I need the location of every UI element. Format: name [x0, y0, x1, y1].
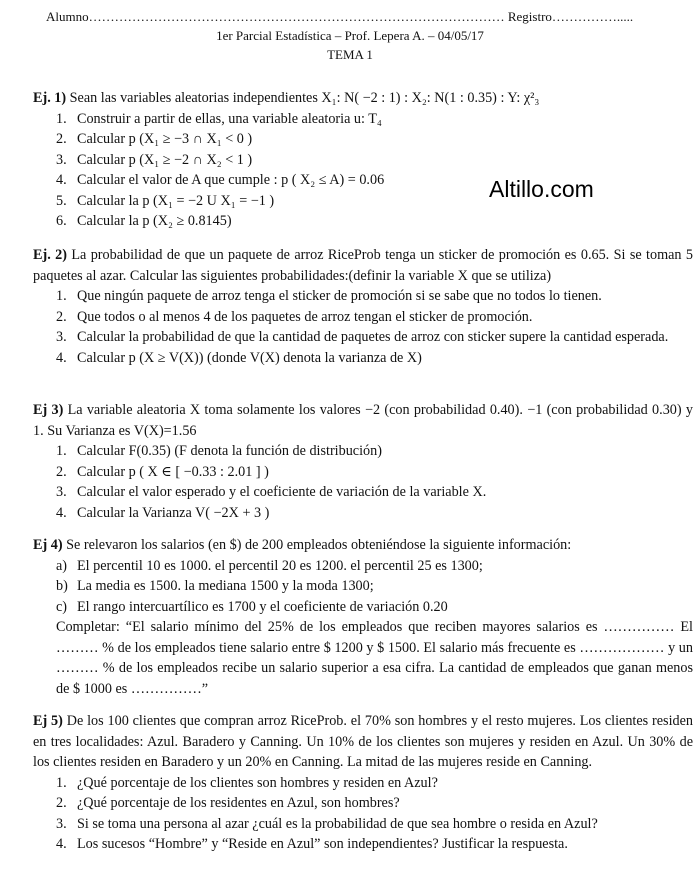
exam-subtitle: 1er Parcial Estadística – Prof. Lepera A. – 04/05/17 — [216, 28, 484, 43]
exercise-1-label: Ej. 1) — [33, 90, 67, 106]
list-item: 4. Calcular p (X ≥ V(X)) (donde V(X) denota la varianza de X) — [56, 349, 422, 366]
exercise-5-list — [33, 773, 693, 855]
list-item: c) El rango intercuartílico es 1700 y el coeficiente de variación 0.20 — [56, 598, 448, 615]
list-item: 2. Calcular p ( X ∈ [ −0.33 : 2.01 ] ) — [56, 463, 269, 480]
exercise-2-label: Ej. 2) — [33, 247, 67, 263]
exercise-5 — [33, 711, 693, 855]
list-item: 1. Construir a partir de ellas, una variable aleatoria u: T₄ — [56, 110, 382, 127]
list-item: 3. Calcular p (X₁ ≥ −2 ∩ X₂ < 1 ) — [56, 151, 253, 168]
list-item: 2. Calcular p (X₁ ≥ −3 ∩ X₁ < 0 ) — [56, 131, 253, 147]
exercise-1 — [33, 88, 693, 232]
exercise-4-label: Ej 4) — [33, 537, 63, 553]
list-item: b) La media es 1500. la mediana 1500 y la moda 1300; — [56, 578, 374, 594]
exercise-4-text: Se relevaron los salarios (en $) de 200 empleados obteniéndose la siguiente información: — [66, 537, 572, 553]
list-item: 4. Calcular la Varianza V( −2X + 3 ) — [56, 504, 270, 521]
list-item: 1. ¿Qué porcentaje de los clientes son hombres y residen en Azul? — [56, 774, 438, 791]
exercise-4-list — [33, 556, 693, 618]
list-item: a) El percentil 10 es 1000. el percentil 20 es 1200. el percentil 25 es 1300; — [56, 557, 483, 574]
exercise-5-text: De los 100 clientes que compran arroz RiceProb. el 70% son hombres y el resto mujeres. Los clientes residen en tres localidades: Azul. Baradero y Canning. Un 10% de los clientes son mujeres y residen en Azul. Un 30% de los clientes residen en Baradero y un 20% en Canning. La mitad de las mujeres reside en Canning. — [33, 713, 694, 770]
list-item: 3. Calcular la probabilidad de que la cantidad de paquetes de arroz con sticker supere la cantidad esperada. — [56, 329, 669, 345]
list-item: 1. Que ningún paquete de arroz tenga el sticker de promoción si se sabe que no todos lo tienen. — [56, 288, 602, 304]
exercise-3-label: Ej 3) — [33, 402, 64, 418]
list-item: 3. Calcular el valor esperado y el coeficiente de variación de la variable X. — [56, 484, 487, 500]
list-item: 4. Los sucesos “Hombre” y “Reside en Azul” son independientes? Justificar la respuesta. — [56, 836, 568, 852]
list-item: 4. Calcular el valor de A que cumple : p ( X₂ ≤ A) = 0.06 — [56, 172, 385, 188]
exercise-4-completar: Completar: “El salario mínimo del 25% de los empleados que reciben mayores salarios es …………… El ……… % de los empleados tiene salario entre $ 1200 y $ 1500. El salario más frecuente es ……………… y un ……… % de los empleados recibe un salario superior a esa cifra. La cantidad de empleados que ganan menos de $ 1000 es ……………” — [56, 619, 693, 697]
exercise-1-text: Sean las variables aleatorias independientes X₁: N( −2 : 1) : X₂: N(1 : 0.35) : Y: χ²₃ — [69, 90, 540, 106]
exercise-2-text: La probabilidad de que un paquete de arroz RiceProb tenga un sticker de promoción es 0.65. Si se toman 5 paquetes al azar. Calcular las siguientes probabilidades:(definir la variable X que se utiliza) — [33, 247, 693, 284]
list-item: 5. Calcular la p (X₁ = −2 U X₁ = −1 ) — [56, 192, 275, 209]
list-item: 2. Que todos o al menos 4 de los paquetes de arroz tengan el sticker de promoción. — [56, 308, 533, 325]
exercise-2 — [33, 245, 693, 368]
exercise-4 — [33, 535, 693, 699]
list-item: 1. Calcular F(0.35) (F denota la función de distribución) — [56, 443, 382, 459]
exercise-1-list — [33, 109, 693, 232]
exam-tema: TEMA 1 — [327, 47, 373, 62]
list-item: 3. Si se toma una persona al azar ¿cuál es la probabilidad de que sea hombre o resida en Azul? — [56, 815, 598, 832]
exercise-2-list — [33, 286, 693, 368]
student-field-line: Alumno…………………………………………………………………………………… Registro……………..... — [46, 9, 634, 24]
exercise-5-label: Ej 5) — [33, 713, 63, 729]
watermark-logo: Altillo.com — [489, 176, 594, 202]
exercise-3-list — [33, 441, 693, 523]
exercise-3-text: La variable aleatoria X toma solamente los valores −2 (con probabilidad 0.40). −1 (con probabilidad 0.30) y 1. Su Varianza es V(X)=1.56 — [33, 402, 693, 439]
list-item: 2. ¿Qué porcentaje de los residentes en Azul, son hombres? — [56, 795, 400, 811]
list-item: 6. Calcular la p (X₂ ≥ 0.8145) — [56, 213, 232, 229]
exercise-3 — [33, 400, 693, 523]
